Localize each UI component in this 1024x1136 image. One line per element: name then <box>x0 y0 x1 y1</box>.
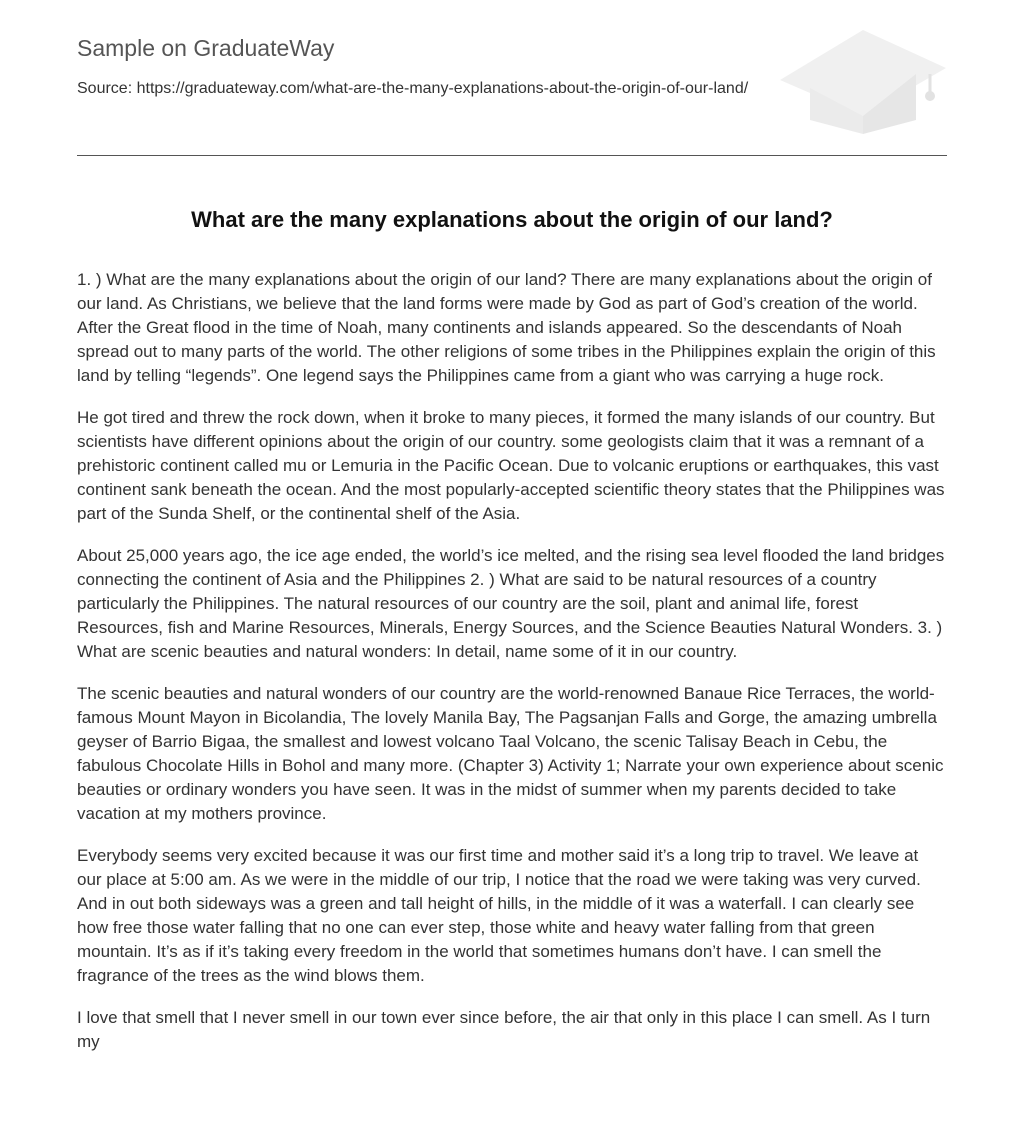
header-divider <box>77 155 947 156</box>
paragraph: He got tired and threw the rock down, when it broke to many pieces, it formed the many islands of our country. But scientists have different opinions about the origin of our country. some geologists claim that it was a remnant of a prehistoric continent called mu or Lemuria in the Pacific Ocean. Due to volcanic eruptions or earthquakes, this vast continent sank beneath the ocean. And the most popularly-accepted scientific theory states that the Philippines was part of the Sunda Shelf, or the continental shelf of the Asia. <box>77 408 945 523</box>
page-header <box>77 0 947 156</box>
source-label: Source: <box>77 80 133 97</box>
paragraph: 1. ) What are the many explanations about the origin of our land? There are many explanations about the origin of our land. As Christians, we believe that the land forms were made by God as part of God’s creation of the world. After the Great flood in the time of Noah, many continents and islands appeared. So the descendants of Noah spread out to many parts of the world. The other religions of some tribes in the Philippines explain the origin of this land by telling “legends”. One legend says the Philippines came from a giant who was carrying a huge rock. <box>77 270 936 385</box>
graduation-cap-icon <box>780 30 946 134</box>
paragraph: Everybody seems very excited because it was our first time and mother said it’s a long trip to travel. We leave at our place at 5:00 am. As we were in the middle of our trip, I notice that the road we were taking was very curved. And in out both sideways was a green and tall height of hills, in the middle of it was a waterfall. I can clearly see how free those water falling that no one can ever step, those white and heavy water falling from that green mountain. It’s as if it’s taking every freedom in the world that sometimes humans don’t have. I can smell the fragrance of the trees as the wind blows them. <box>77 846 921 985</box>
source-line <box>77 78 777 99</box>
paragraph: I love that smell that I never smell in our town ever since before, the air that only in this place I can smell. As I turn my <box>77 1008 931 1051</box>
document-body <box>77 268 947 1072</box>
document-title: What are the many explanations about the origin of our land? <box>191 207 833 232</box>
paragraph: The scenic beauties and natural wonders of our country are the world-renowned Banaue Rice Terraces, the world-famous Mount Mayon in Bicolandia, The lovely Manila Bay, The Pagsanjan Falls and Gorge, the amazing umbrella geyser of Barrio Bigaa, the smallest and lowest volcano Taal Volcano, the scenic Talisay Beach in Cebu, the fabulous Chocolate Hills in Bohol and many more. (Chapter 3) Activity 1; Narrate your own experience about scenic beauties or ordinary wonders you have seen. It was in the midst of summer when my parents decided to take vacation at my mothers province. <box>77 684 944 823</box>
site-title: Sample on GraduateWay <box>77 35 335 61</box>
source-link[interactable]: https://graduateway.com/what-are-the-many-explanations-about-the-origin-of-our-land/ <box>136 80 749 97</box>
paragraph: About 25,000 years ago, the ice age ended, the world’s ice melted, and the rising sea level flooded the land bridges connecting the continent of Asia and the Philippines 2. ) What are said to be natural resources of a country particularly the Philippines. The natural resources of our country are the soil, plant and animal life, forest Resources, fish and Marine Resources, Minerals, Energy Sources, and the Science Beauties Natural Wonders. 3. ) What are scenic beauties and natural wonders: In detail, name some of it in our country. <box>77 546 945 661</box>
